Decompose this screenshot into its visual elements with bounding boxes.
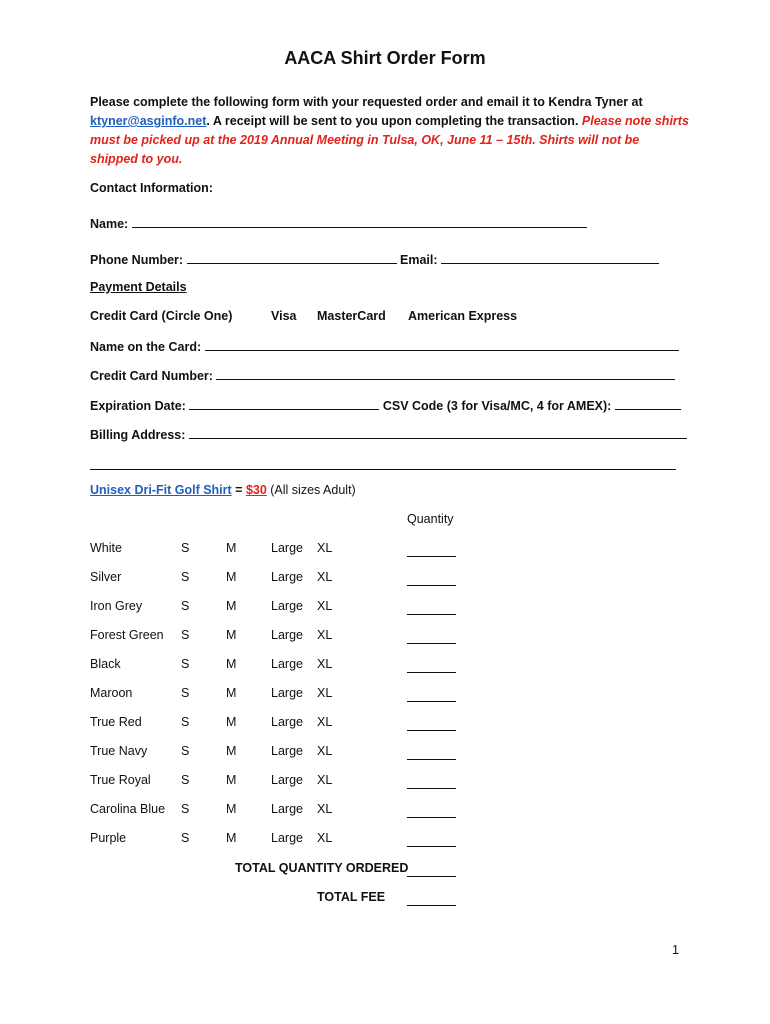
quantity-field[interactable]: [407, 585, 456, 586]
form-title: AACA Shirt Order Form: [284, 48, 486, 68]
size-option-s[interactable]: S: [181, 657, 190, 671]
size-option-large[interactable]: Large: [271, 541, 303, 555]
size-option-s[interactable]: S: [181, 541, 190, 555]
quantity-field[interactable]: [407, 643, 456, 644]
card-number-row: [90, 367, 675, 383]
size-option-xl[interactable]: XL: [317, 744, 333, 758]
email-label: Email:: [400, 253, 438, 267]
billing-field-1[interactable]: [189, 426, 687, 439]
quantity-field[interactable]: [407, 730, 456, 731]
contact-heading: Contact Information:: [90, 181, 213, 195]
size-option-s[interactable]: S: [181, 773, 190, 787]
name-row: [90, 215, 587, 231]
billing-label: Billing Address:: [90, 428, 186, 442]
size-option-s[interactable]: S: [181, 686, 190, 700]
size-option-large[interactable]: Large: [271, 715, 303, 729]
billing-field-2[interactable]: [90, 469, 676, 470]
shirt-price: $30: [245, 483, 267, 497]
shirt-color-label: Forest Green: [90, 628, 164, 642]
expiration-field[interactable]: [189, 397, 379, 410]
size-option-large[interactable]: Large: [271, 773, 303, 787]
size-option-xl[interactable]: XL: [317, 831, 333, 845]
card-number-field[interactable]: [216, 367, 675, 380]
shirt-color-label: Iron Grey: [90, 599, 143, 613]
size-option-s[interactable]: S: [181, 628, 190, 642]
quantity-field[interactable]: [407, 556, 456, 557]
size-option-large[interactable]: Large: [271, 802, 303, 816]
shirt-name-link[interactable]: Unisex Dri-Fit Golf Shirt: [90, 483, 232, 497]
quantity-field[interactable]: [407, 759, 456, 760]
expiration-csv-row: [90, 397, 681, 413]
size-option-s[interactable]: S: [181, 570, 190, 584]
expiration-label: Expiration Date:: [90, 399, 186, 413]
email-link[interactable]: ktyner@asginfo.net: [90, 114, 207, 128]
shirt-color-label: True Royal: [90, 773, 151, 787]
page-number: 1: [672, 943, 679, 957]
shirt-color-label: Maroon: [90, 686, 133, 700]
size-option-s[interactable]: S: [181, 715, 190, 729]
name-on-card-row: [90, 338, 679, 354]
size-option-xl[interactable]: XL: [317, 686, 333, 700]
size-option-m[interactable]: M: [226, 744, 237, 758]
shirt-color-label: Purple: [90, 831, 127, 845]
size-option-m[interactable]: M: [226, 628, 237, 642]
size-option-m[interactable]: M: [226, 773, 237, 787]
card-number-label: Credit Card Number:: [90, 369, 213, 383]
shirt-equals: =: [231, 483, 246, 497]
size-option-large[interactable]: Large: [271, 657, 303, 671]
email-field[interactable]: [441, 251, 659, 264]
size-option-xl[interactable]: XL: [317, 773, 333, 787]
size-option-xl[interactable]: XL: [317, 541, 333, 555]
quantity-header: Quantity: [407, 512, 454, 526]
name-on-card-field[interactable]: [205, 338, 679, 351]
shirt-title-row: [90, 483, 356, 497]
size-option-s[interactable]: S: [181, 599, 190, 613]
name-label: Name:: [90, 217, 129, 231]
total-quantity-label: TOTAL QUANTITY ORDERED: [235, 861, 409, 875]
billing-row: [90, 426, 687, 442]
intro-paragraph: [90, 93, 690, 169]
size-option-xl[interactable]: XL: [317, 570, 333, 584]
size-option-xl[interactable]: XL: [317, 628, 333, 642]
quantity-field[interactable]: [407, 846, 456, 847]
card-option-mastercard[interactable]: MasterCard: [317, 309, 386, 323]
size-option-m[interactable]: M: [226, 715, 237, 729]
size-option-large[interactable]: Large: [271, 570, 303, 584]
card-option-amex[interactable]: American Express: [408, 309, 518, 323]
shirt-color-label: True Red: [90, 715, 142, 729]
size-option-large[interactable]: Large: [271, 744, 303, 758]
size-option-m[interactable]: M: [226, 657, 237, 671]
size-option-xl[interactable]: XL: [317, 599, 333, 613]
shirt-color-label: Black: [90, 657, 121, 671]
phone-email-row: [90, 251, 659, 267]
quantity-field[interactable]: [407, 701, 456, 702]
size-option-large[interactable]: Large: [271, 831, 303, 845]
quantity-field[interactable]: [407, 614, 456, 615]
size-option-m[interactable]: M: [226, 570, 237, 584]
payment-heading: Payment Details: [90, 280, 187, 294]
shirt-color-label: White: [90, 541, 122, 555]
size-option-m[interactable]: M: [226, 686, 237, 700]
csv-label: CSV Code (3 for Visa/MC, 4 for AMEX):: [382, 399, 612, 413]
size-option-m[interactable]: M: [226, 541, 237, 555]
card-type-label: Credit Card (Circle One): [90, 309, 233, 323]
total-quantity-field[interactable]: [407, 876, 456, 877]
quantity-field[interactable]: [407, 788, 456, 789]
quantity-field[interactable]: [407, 817, 456, 818]
size-option-m[interactable]: M: [226, 831, 237, 845]
intro-text: Please complete the following form with your requested order and email it to Kendra Tyner at: [90, 95, 643, 109]
csv-field[interactable]: [615, 397, 681, 410]
size-option-large[interactable]: Large: [271, 686, 303, 700]
size-option-large[interactable]: Large: [271, 599, 303, 613]
size-option-s[interactable]: S: [181, 831, 190, 845]
size-option-large[interactable]: Large: [271, 628, 303, 642]
size-option-m[interactable]: M: [226, 802, 237, 816]
size-option-s[interactable]: S: [181, 744, 190, 758]
shirt-size-note: (All sizes Adult): [266, 483, 356, 497]
intro-text-2: . A receipt will be sent to you upon completing the transaction.: [206, 114, 579, 128]
size-option-xl[interactable]: XL: [317, 802, 333, 816]
card-option-visa[interactable]: Visa: [271, 309, 297, 323]
size-option-m[interactable]: M: [226, 599, 237, 613]
name-on-card-label: Name on the Card:: [90, 340, 202, 354]
pickup-note: Please note shirts must be picked up at the 2019 Annual Meeting in Tulsa, OK, June 11 – 15th. Shirts will not be shipped to you.: [90, 114, 689, 166]
name-field[interactable]: [132, 215, 587, 228]
size-option-xl[interactable]: XL: [317, 715, 333, 729]
shirt-color-label: Silver: [90, 570, 122, 584]
size-option-xl[interactable]: XL: [317, 657, 333, 671]
shirt-color-label: True Navy: [90, 744, 148, 758]
phone-label: Phone Number:: [90, 253, 184, 267]
phone-field[interactable]: [187, 251, 397, 264]
total-fee-field[interactable]: [407, 905, 456, 906]
quantity-field[interactable]: [407, 672, 456, 673]
total-fee-label: TOTAL FEE: [317, 890, 386, 904]
shirt-color-label: Carolina Blue: [90, 802, 166, 816]
size-option-s[interactable]: S: [181, 802, 190, 816]
